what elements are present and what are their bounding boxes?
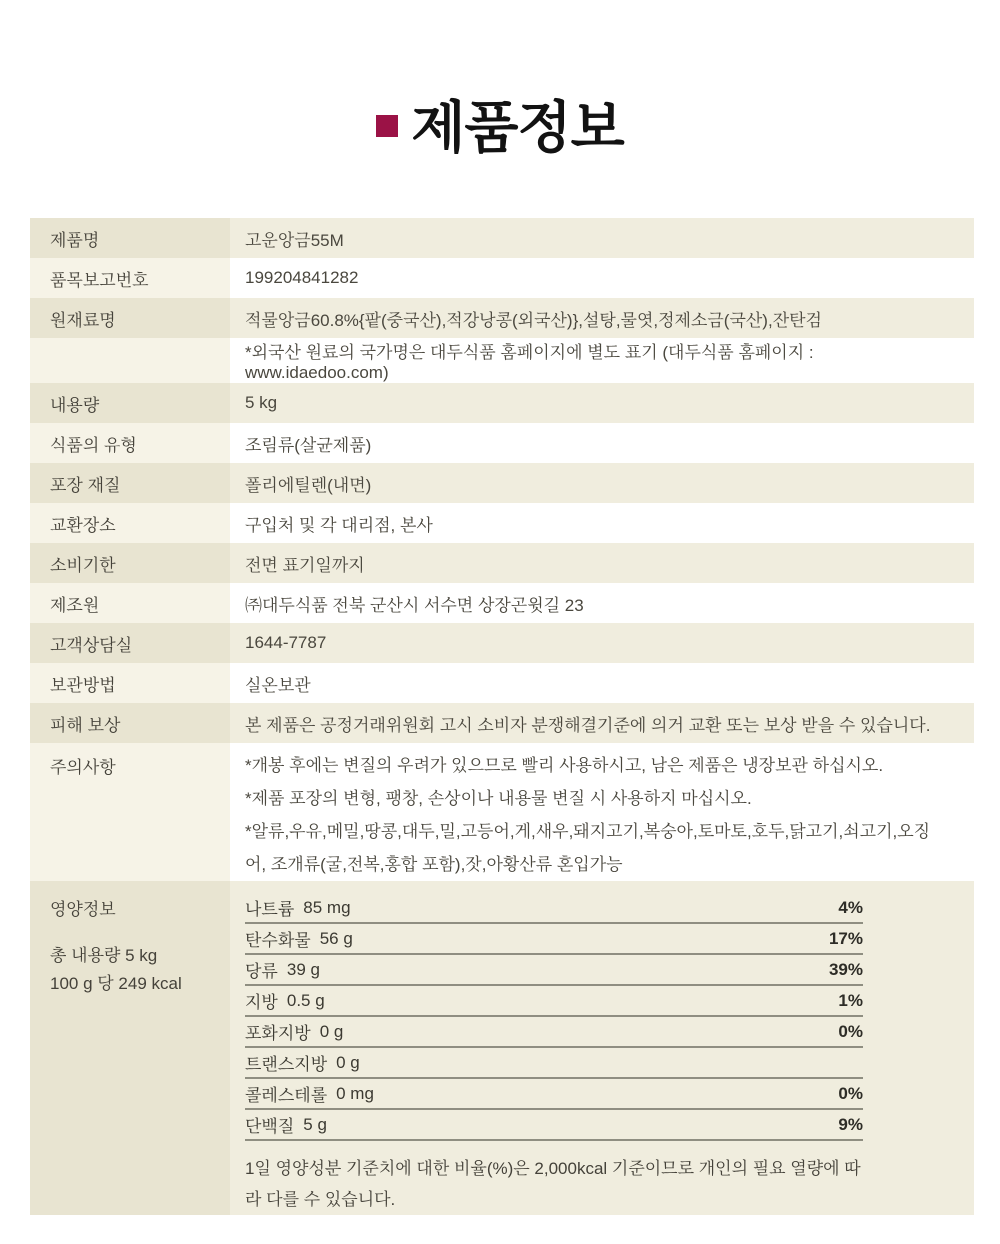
table-row-food-type bbox=[30, 423, 974, 463]
title-bullet-square-icon bbox=[376, 115, 398, 137]
row-value: *외국산 원료의 국가명은 대두식품 홈페이지에 별도 표기 (대두식품 홈페이지 : www.idaedoo.com) bbox=[230, 338, 974, 383]
table-row-manufacturer bbox=[30, 583, 974, 623]
row-label: 식품의 유형 bbox=[30, 423, 230, 463]
nutrient-amount: 0 g bbox=[319, 1021, 344, 1041]
nutrition-title: 영양정보 bbox=[50, 900, 116, 919]
row-value: 적물앙금60.8%{팥(중국산),적강낭콩(외국산)},설탕,물엿,정제소금(국산),잔탄검 bbox=[230, 298, 974, 338]
nutrient-amount: 85 mg bbox=[303, 897, 351, 917]
row-label: 내용량 bbox=[30, 383, 230, 423]
nutrition-row-fat bbox=[245, 986, 863, 1017]
row-value: ㈜대두식품 전북 군산시 서수면 상장곤윗길 23 bbox=[230, 583, 974, 623]
nutrient-name: 콜레스테롤 bbox=[245, 1086, 328, 1105]
table-row-customer-service bbox=[30, 623, 974, 663]
row-label: 보관방법 bbox=[30, 663, 230, 703]
table-row-net-weight bbox=[30, 383, 974, 423]
nutrient-name: 단백질 bbox=[245, 1117, 295, 1136]
nutrition-row-carbohydrate bbox=[245, 924, 863, 955]
caution-line: *제품 포장의 변형, 팽창, 손상이나 내용물 변질 시 사용하지 마십시오. bbox=[245, 789, 752, 808]
nutrient-percent: 39% bbox=[828, 959, 863, 979]
table-row-ingredients bbox=[30, 298, 974, 338]
row-value: 본 제품은 공정거래위원회 고시 소비자 분쟁해결기준에 의거 교환 또는 보상 받을 수 있습니다. bbox=[230, 703, 974, 743]
nutrition-row-sugars bbox=[245, 955, 863, 986]
table-row-product-name bbox=[30, 218, 974, 258]
table-row-nutrition bbox=[30, 881, 974, 1215]
nutrition-subtitle bbox=[50, 942, 230, 998]
row-value: 폴리에틸렌(내면) bbox=[230, 463, 974, 503]
nutrient-percent: 17% bbox=[828, 928, 863, 948]
nutrient-name: 지방 bbox=[245, 993, 278, 1012]
nutrient-percent: 1% bbox=[838, 990, 863, 1010]
nutrition-value-cell bbox=[230, 881, 974, 1215]
nutrition-label-cell bbox=[30, 881, 230, 1215]
table-row-packaging bbox=[30, 463, 974, 503]
table-row-cautions bbox=[30, 743, 974, 881]
nutrition-row-protein bbox=[245, 1110, 863, 1141]
row-value: 조림류(살균제품) bbox=[230, 423, 974, 463]
nutrient-amount: 56 g bbox=[319, 928, 353, 948]
row-label: 원재료명 bbox=[30, 298, 230, 338]
row-label: 소비기한 bbox=[30, 543, 230, 583]
row-value: 199204841282 bbox=[230, 258, 974, 298]
table-row-expiry bbox=[30, 543, 974, 583]
row-label: 품목보고번호 bbox=[30, 258, 230, 298]
row-label bbox=[30, 338, 230, 383]
nutrient-name: 트랜스지방 bbox=[245, 1055, 328, 1074]
row-value: 5 kg bbox=[230, 383, 974, 423]
row-value: 전면 표기일까지 bbox=[230, 543, 974, 583]
nutrition-row-trans-fat bbox=[245, 1048, 863, 1079]
table-row-compensation bbox=[30, 703, 974, 743]
row-label: 주의사항 bbox=[30, 743, 230, 881]
nutrient-percent: 4% bbox=[838, 897, 863, 917]
page-title bbox=[0, 84, 1000, 164]
table-row-ingredient-note bbox=[30, 338, 974, 383]
page-title-text: 제품정보 bbox=[411, 96, 624, 159]
nutrient-amount: 39 g bbox=[286, 959, 320, 979]
nutrient-name: 나트륨 bbox=[245, 900, 295, 919]
nutrition-footnote: 1일 영양성분 기준치에 대한 비율(%)은 2,000kcal 기준이므로 개인의 필요 열량에 따라 다를 수 있습니다. bbox=[245, 1159, 861, 1209]
nutrient-amount: 0.5 g bbox=[286, 990, 325, 1010]
nutrient-amount: 5 g bbox=[303, 1114, 327, 1134]
nutrient-percent: 0% bbox=[838, 1021, 863, 1041]
row-label: 제품명 bbox=[30, 218, 230, 258]
row-label: 피해 보상 bbox=[30, 703, 230, 743]
row-label: 고객상담실 bbox=[30, 623, 230, 663]
nutrition-table bbox=[245, 893, 863, 1141]
nutrient-name: 당류 bbox=[245, 962, 278, 981]
caution-line: *알류,우유,메밀,땅콩,대두,밀,고등어,게,새우,돼지고기,복숭아,토마토,호두,닭고기,쇠고기,오징어, 조개류(굴,전복,홍합 포함),잣,아황산류 혼입가능 bbox=[245, 822, 931, 874]
row-label: 교환장소 bbox=[30, 503, 230, 543]
caution-line: *개봉 후에는 변질의 우려가 있으므로 빨리 사용하시고, 남은 제품은 냉장보관 하십시오. bbox=[245, 756, 884, 775]
table-row-storage bbox=[30, 663, 974, 703]
nutrition-kcal-per-100g: 100 g 당 249 kcal bbox=[50, 974, 182, 993]
product-info-table bbox=[30, 218, 974, 1215]
nutrient-amount: 0 mg bbox=[336, 1083, 374, 1103]
nutrition-row-sodium bbox=[245, 893, 863, 924]
nutrient-percent: 0% bbox=[838, 1083, 863, 1103]
nutrient-percent: 9% bbox=[838, 1114, 863, 1134]
row-value bbox=[230, 743, 974, 881]
table-row-report-number bbox=[30, 258, 974, 298]
nutrition-row-cholesterol bbox=[245, 1079, 863, 1110]
row-value: 1644-7787 bbox=[230, 623, 974, 663]
row-value: 구입처 및 각 대리점, 본사 bbox=[230, 503, 974, 543]
row-label: 포장 재질 bbox=[30, 463, 230, 503]
nutrition-row-saturated-fat bbox=[245, 1017, 863, 1048]
nutrient-amount: 0 g bbox=[336, 1052, 360, 1072]
nutrition-total-weight: 총 내용량 5 kg bbox=[50, 946, 158, 965]
nutrient-name: 포화지방 bbox=[245, 1024, 311, 1043]
table-row-exchange-place bbox=[30, 503, 974, 543]
nutrient-name: 탄수화물 bbox=[245, 931, 311, 950]
row-value: 실온보관 bbox=[230, 663, 974, 703]
row-label: 제조원 bbox=[30, 583, 230, 623]
row-value: 고운앙금55M bbox=[230, 218, 974, 258]
